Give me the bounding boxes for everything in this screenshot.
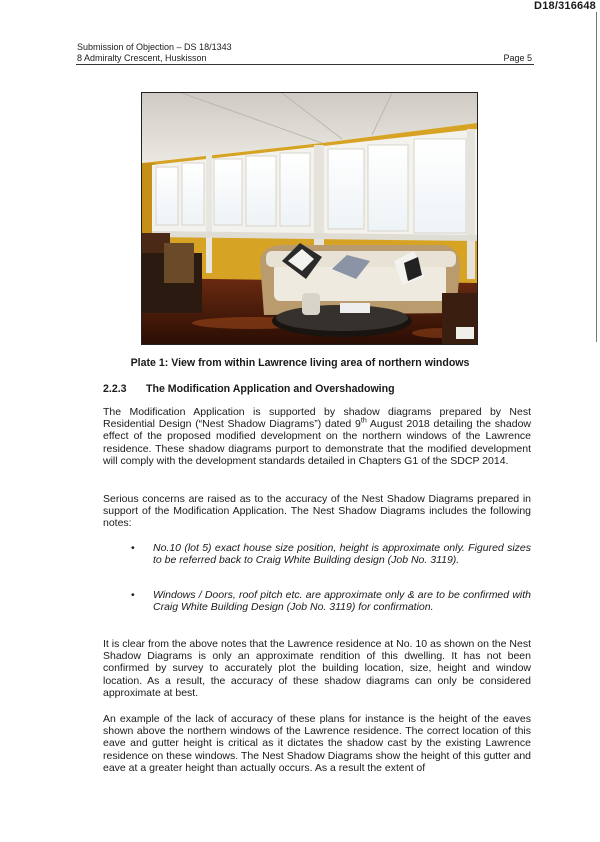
list-item-text: Windows / Doors, roof pitch etc. are approximate only & are to be confirmed with Craig White Building Design (Job No. 3119) for confirmation. xyxy=(153,589,531,614)
plate-photo xyxy=(141,92,478,345)
bullet-icon: • xyxy=(131,542,135,554)
section-number: 2.2.3 xyxy=(103,383,127,395)
header-title: Submission of Objection – DS 18/1343 xyxy=(77,42,232,52)
list-item xyxy=(131,542,531,566)
document-id: D18/316648 xyxy=(534,0,596,12)
header-rule xyxy=(76,64,534,65)
section-heading xyxy=(103,383,395,395)
page-header xyxy=(77,42,232,64)
list-item-text: No.10 (lot 5) exact house size position, height is approximate only. Figured sizes to be referred back to Craig White Building design (Job No. 3119). xyxy=(153,542,531,567)
paragraph-2: Serious concerns are raised as to the accuracy of the Nest Shadow Diagrams prepared in support of the Modification Application. The Nest Shadow Diagrams includes the following notes: xyxy=(103,493,531,530)
list-item xyxy=(131,589,531,613)
plate-caption: Plate 1: View from within Lawrence living area of northern windows xyxy=(130,357,470,369)
section-title: The Modification Application and Overshadowing xyxy=(146,383,395,395)
bullet-icon: • xyxy=(131,589,135,601)
paragraph-1: The Modification Application is supported by shadow diagrams prepared by Nest Residential Design (“Nest Shadow Diagrams”) dated 9th August 2018 detailing the shadow effect of the proposed modified development on the northern windows of the Lawrence residence. These shadow diagrams purport to demonstrate that the modified development will comply with the development standards detailed in Chapters G1 of the SDCP 2014. xyxy=(103,406,531,467)
page-number: Page 5 xyxy=(503,53,532,63)
paragraph-4: An example of the lack of accuracy of these plans for instance is the height of the eaves shown above the northern windows of the Lawrence residence. The correct location of this eave and gutter height is critical as it dictates the shadow cast by the existing Lawrence residence on these windows. The Nest Shadow Diagrams show the height of this gutter and eave at a greater height than actually occurs. As a result the extent of xyxy=(103,713,531,774)
header-address: 8 Admiralty Crescent, Huskisson xyxy=(77,53,207,63)
paragraph-3: It is clear from the above notes that the Lawrence residence at No. 10 as shown on the Nest Shadow Diagrams is only an approximate rendition of this dwelling. It has not been confirmed by survey to accurately plot the building location, size, height and window location. As a result, the accuracy of these shadow diagrams can only be considered approximate at best. xyxy=(103,638,531,699)
page-edge-line xyxy=(596,12,597,342)
